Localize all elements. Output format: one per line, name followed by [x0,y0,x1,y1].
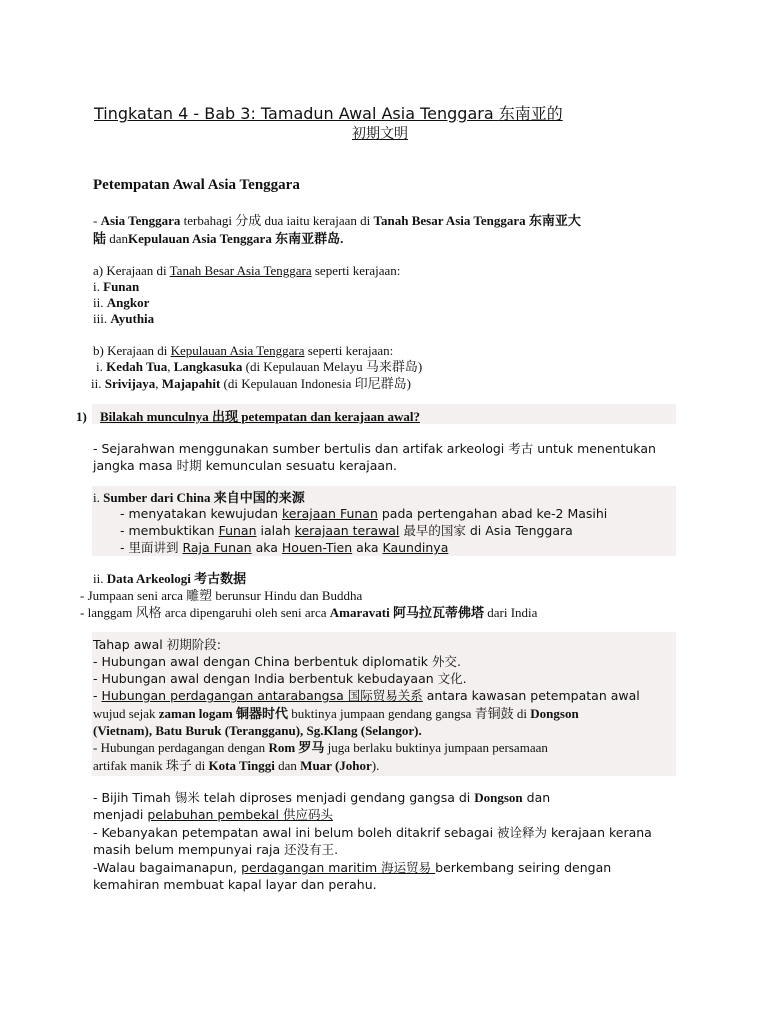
intro-line-1: - Asia Tenggara terbahagi 分成 dua iaitu kerajaan di Tanah Besar Asia Tenggara 东南亚大 [93,213,581,228]
tahap-line: - Hubungan awal dengan China berbentuk diplomatik 外交. [93,654,461,669]
paragraph-line: - Bijih Timah 锡米 telah diproses menjadi gendang gangsa di Dongson dan [93,790,551,805]
archaeology-bullet: - Jumpaan seni arca 雕塑 berunsur Hindu dan Buddha [80,588,363,603]
tahap-line: wujud sejak zaman logam 铜器时代 buktinya jumpaan gendang gangsa 青铜鼓 di Dongson [93,706,579,721]
archaeology-bullet: - langgam 风格 arca dipengaruhi oleh seni arca Amaravati 阿马拉瓦蒂佛塔 dari India [80,605,538,620]
list-item: i. Funan [93,279,140,294]
paragraph-line: kemahiran membuat kapal layar dan perahu. [93,877,377,892]
tahap-line: - Hubungan perdagangan dengan Rom 罗马 juga berlaku buktinya jumpaan persamaan [93,740,548,755]
section-title: Petempatan Awal Asia Tenggara [93,177,300,193]
intro-line-2: 陆 danKepulauan Asia Tenggara 东南亚群岛. [93,231,344,246]
paragraph-line: -Walau bagaimanapun, perdagangan maritim 海运贸易 berkembang seiring dengan [93,860,612,875]
source-china-bullet: - menyatakan kewujudan kerajaan Funan pada pertengahan abad ke-2 Masihi [120,506,608,521]
tahap-line: - Hubungan perdagangan antarabangsa 国际贸易关系 antara kawasan petempatan awal [93,688,640,703]
paragraph-line: - Kebanyakan petempatan awal ini belum boleh ditakrif sebagai 被诠释为 kerajaan kerana [93,825,652,840]
document-title [94,105,563,122]
title-cjk: 东南亚的 [498,104,563,123]
tahap-line: (Vietnam), Batu Buruk (Terangganu), Sg.Klang (Selangor). [93,723,422,738]
source-china-bullet: - 里面讲到 Raja Funan aka Houen-Tien aka Kaundinya [120,540,449,555]
paragraph-line: masih belum mempunyai raja 还没有王. [93,842,339,857]
document-title-line2: 初期文明 [352,126,408,142]
list-a-lead: a) Kerajaan di Tanah Besar Asia Tenggara seperti kerajaan: [93,263,401,278]
list-item: ii. Srivijaya, Majapahit (di Kepulauan Indonesia 印尼群岛) [91,376,411,391]
paragraph-line: jangka masa 时期 kemunculan sesuatu kerajaan. [93,458,397,473]
list-item: iii. Ayuthia [93,311,155,326]
paragraph-line: - Sejarahwan menggunakan sumber bertulis dan artifak arkeologi 考古 untuk menentukan [93,441,656,456]
archaeology-heading: ii. Data Arkeologi 考古数据 [93,571,247,586]
tahap-line: artifak manik 珠子 di Kota Tinggi dan Muar (Johor). [93,758,380,773]
question-number: 1) [76,409,87,424]
source-china-heading: i. Sumber dari China 来自中国的来源 [93,490,305,505]
list-b-lead: b) Kerajaan di Kepulauan Asia Tenggara seperti kerajaan: [93,343,394,358]
tahap-line: - Hubungan awal dengan India berbentuk kebudayaan 文化. [93,671,467,686]
list-item: ii. Angkor [93,295,150,310]
list-item: i. Kedah Tua, Langkasuka (di Kepulauan Melayu 马来群岛) [96,359,423,374]
question-text: Bilakah munculnya 出现 petempatan dan kerajaan awal? [100,409,420,424]
paragraph-line: menjadi pelabuhan pembekal 供应码头 [93,807,333,822]
title-latin: Tingkatan 4 - Bab 3: Tamadun Awal Asia Tenggara [94,104,494,123]
source-china-bullet: - membuktikan Funan ialah kerajaan terawal 最早的国家 di Asia Tenggara [120,523,573,538]
tahap-heading: Tahap awal 初期阶段: [93,637,221,652]
